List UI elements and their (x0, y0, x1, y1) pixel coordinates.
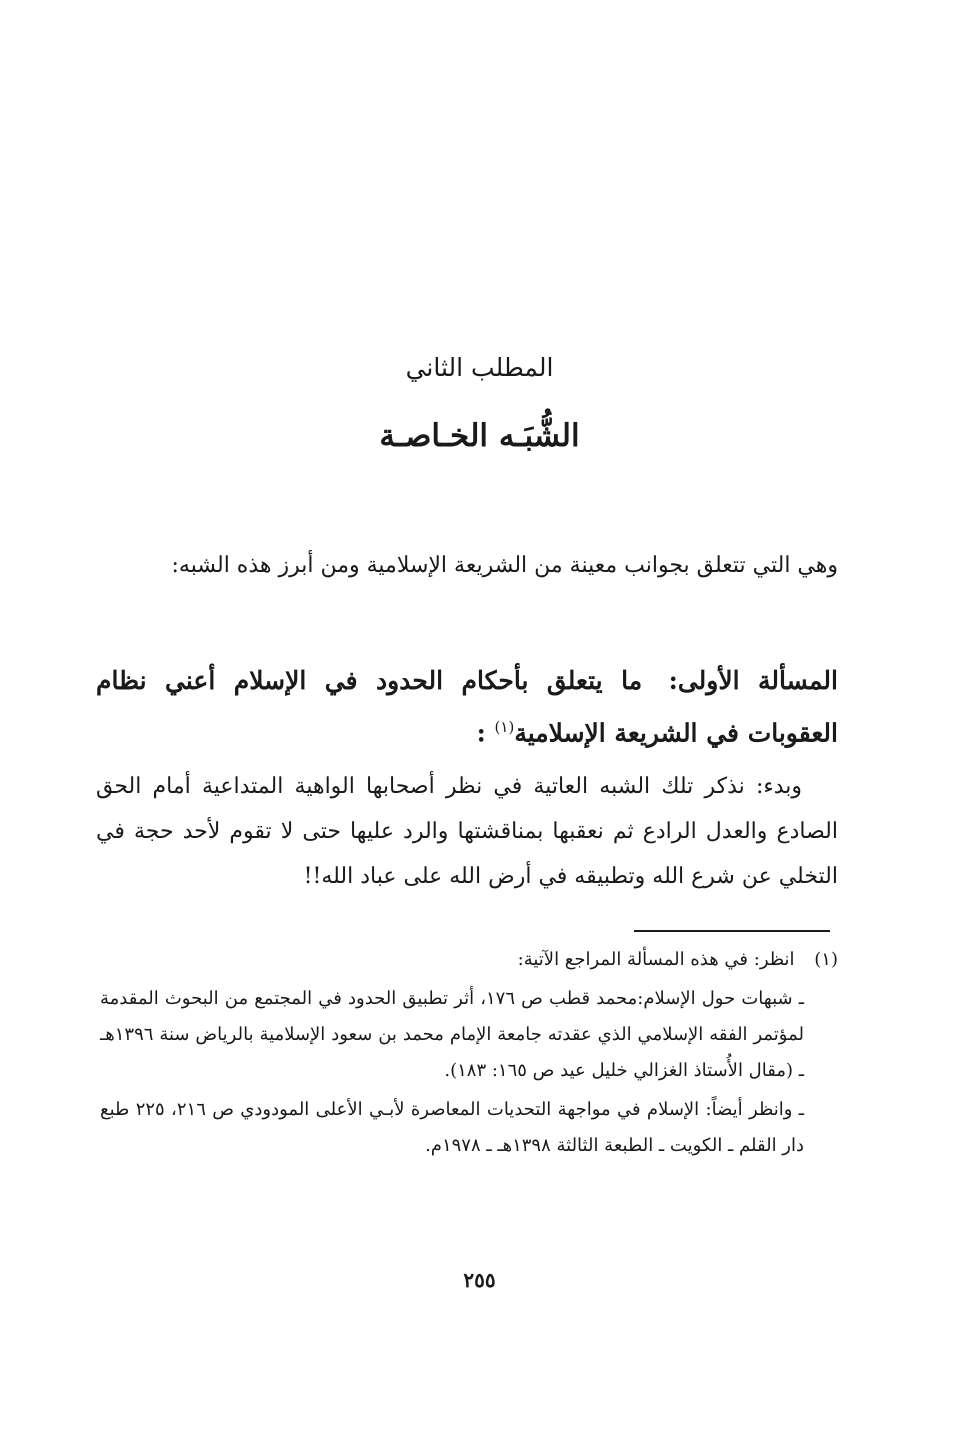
page-number: ٢٥٥ (463, 1268, 496, 1292)
footnote-item: ـ شبهات حول الإسلام:محمد قطب ص ١٧٦، أثر تطبيق الحدود في المجتمع من البحوث المقدمة لمؤتمر الفقه الإسلامي الذي عقدته جامعة الإمام محمد بن سعود الإسلامية بالرياض سنة ١٣٩٦هـ ـ (مقال الأُستاذ الغزالي خليل عيد ص ١٦٥: ١٨٣). (100, 988, 804, 1081)
footnote-separator (634, 930, 830, 932)
question-lead: المسألة الأولى: (668, 666, 838, 695)
body-paragraph: وبدء: نذكر تلك الشبه العاتية في نظر أصحابها الواهية المتداعية أمام الحق الصادع والعدل الرادع ثم نعقبها بمناقشتها والرد عليها حتى لا تقوم لأحد حجة في التخلي عن شرع الله وتطبيقه في أرض الله على عباد الله!! (96, 774, 838, 889)
question-text: ما يتعلق بأحكام الحدود في الإسلام أعني نظام العقوبات في الشريعة الإسلامية (96, 666, 838, 748)
footnote-reference[interactable]: (١) (494, 718, 515, 736)
footnote-intro-text: انظر: في هذه المسألة المراجع الآتية: (517, 949, 795, 970)
footnote-number: (١) (814, 949, 838, 970)
intro-paragraph: وهي التي تتعلق بجوانب معينة من الشريعة الإسلامية ومن أبرز هذه الشبه: (171, 553, 838, 578)
footnote-intro (100, 942, 838, 978)
footnotes (100, 942, 838, 1167)
question-heading (96, 658, 838, 756)
question-end: : (476, 718, 486, 748)
section-kicker: المطلب الثاني (405, 353, 554, 382)
footnote-item: ـ وانظر أيضاً: الإسلام في مواجهة التحديات المعاصرة لأبـي الأعلى المودودي ص ٢١٦، ٢٢٥ طبع دار القلم ـ الكويت ـ الطبعة الثالثة ١٣٩٨هـ ـ ١٩٧٨م. (100, 1099, 805, 1156)
section-title: الشُّبَـه الخـاصـة (379, 418, 580, 454)
